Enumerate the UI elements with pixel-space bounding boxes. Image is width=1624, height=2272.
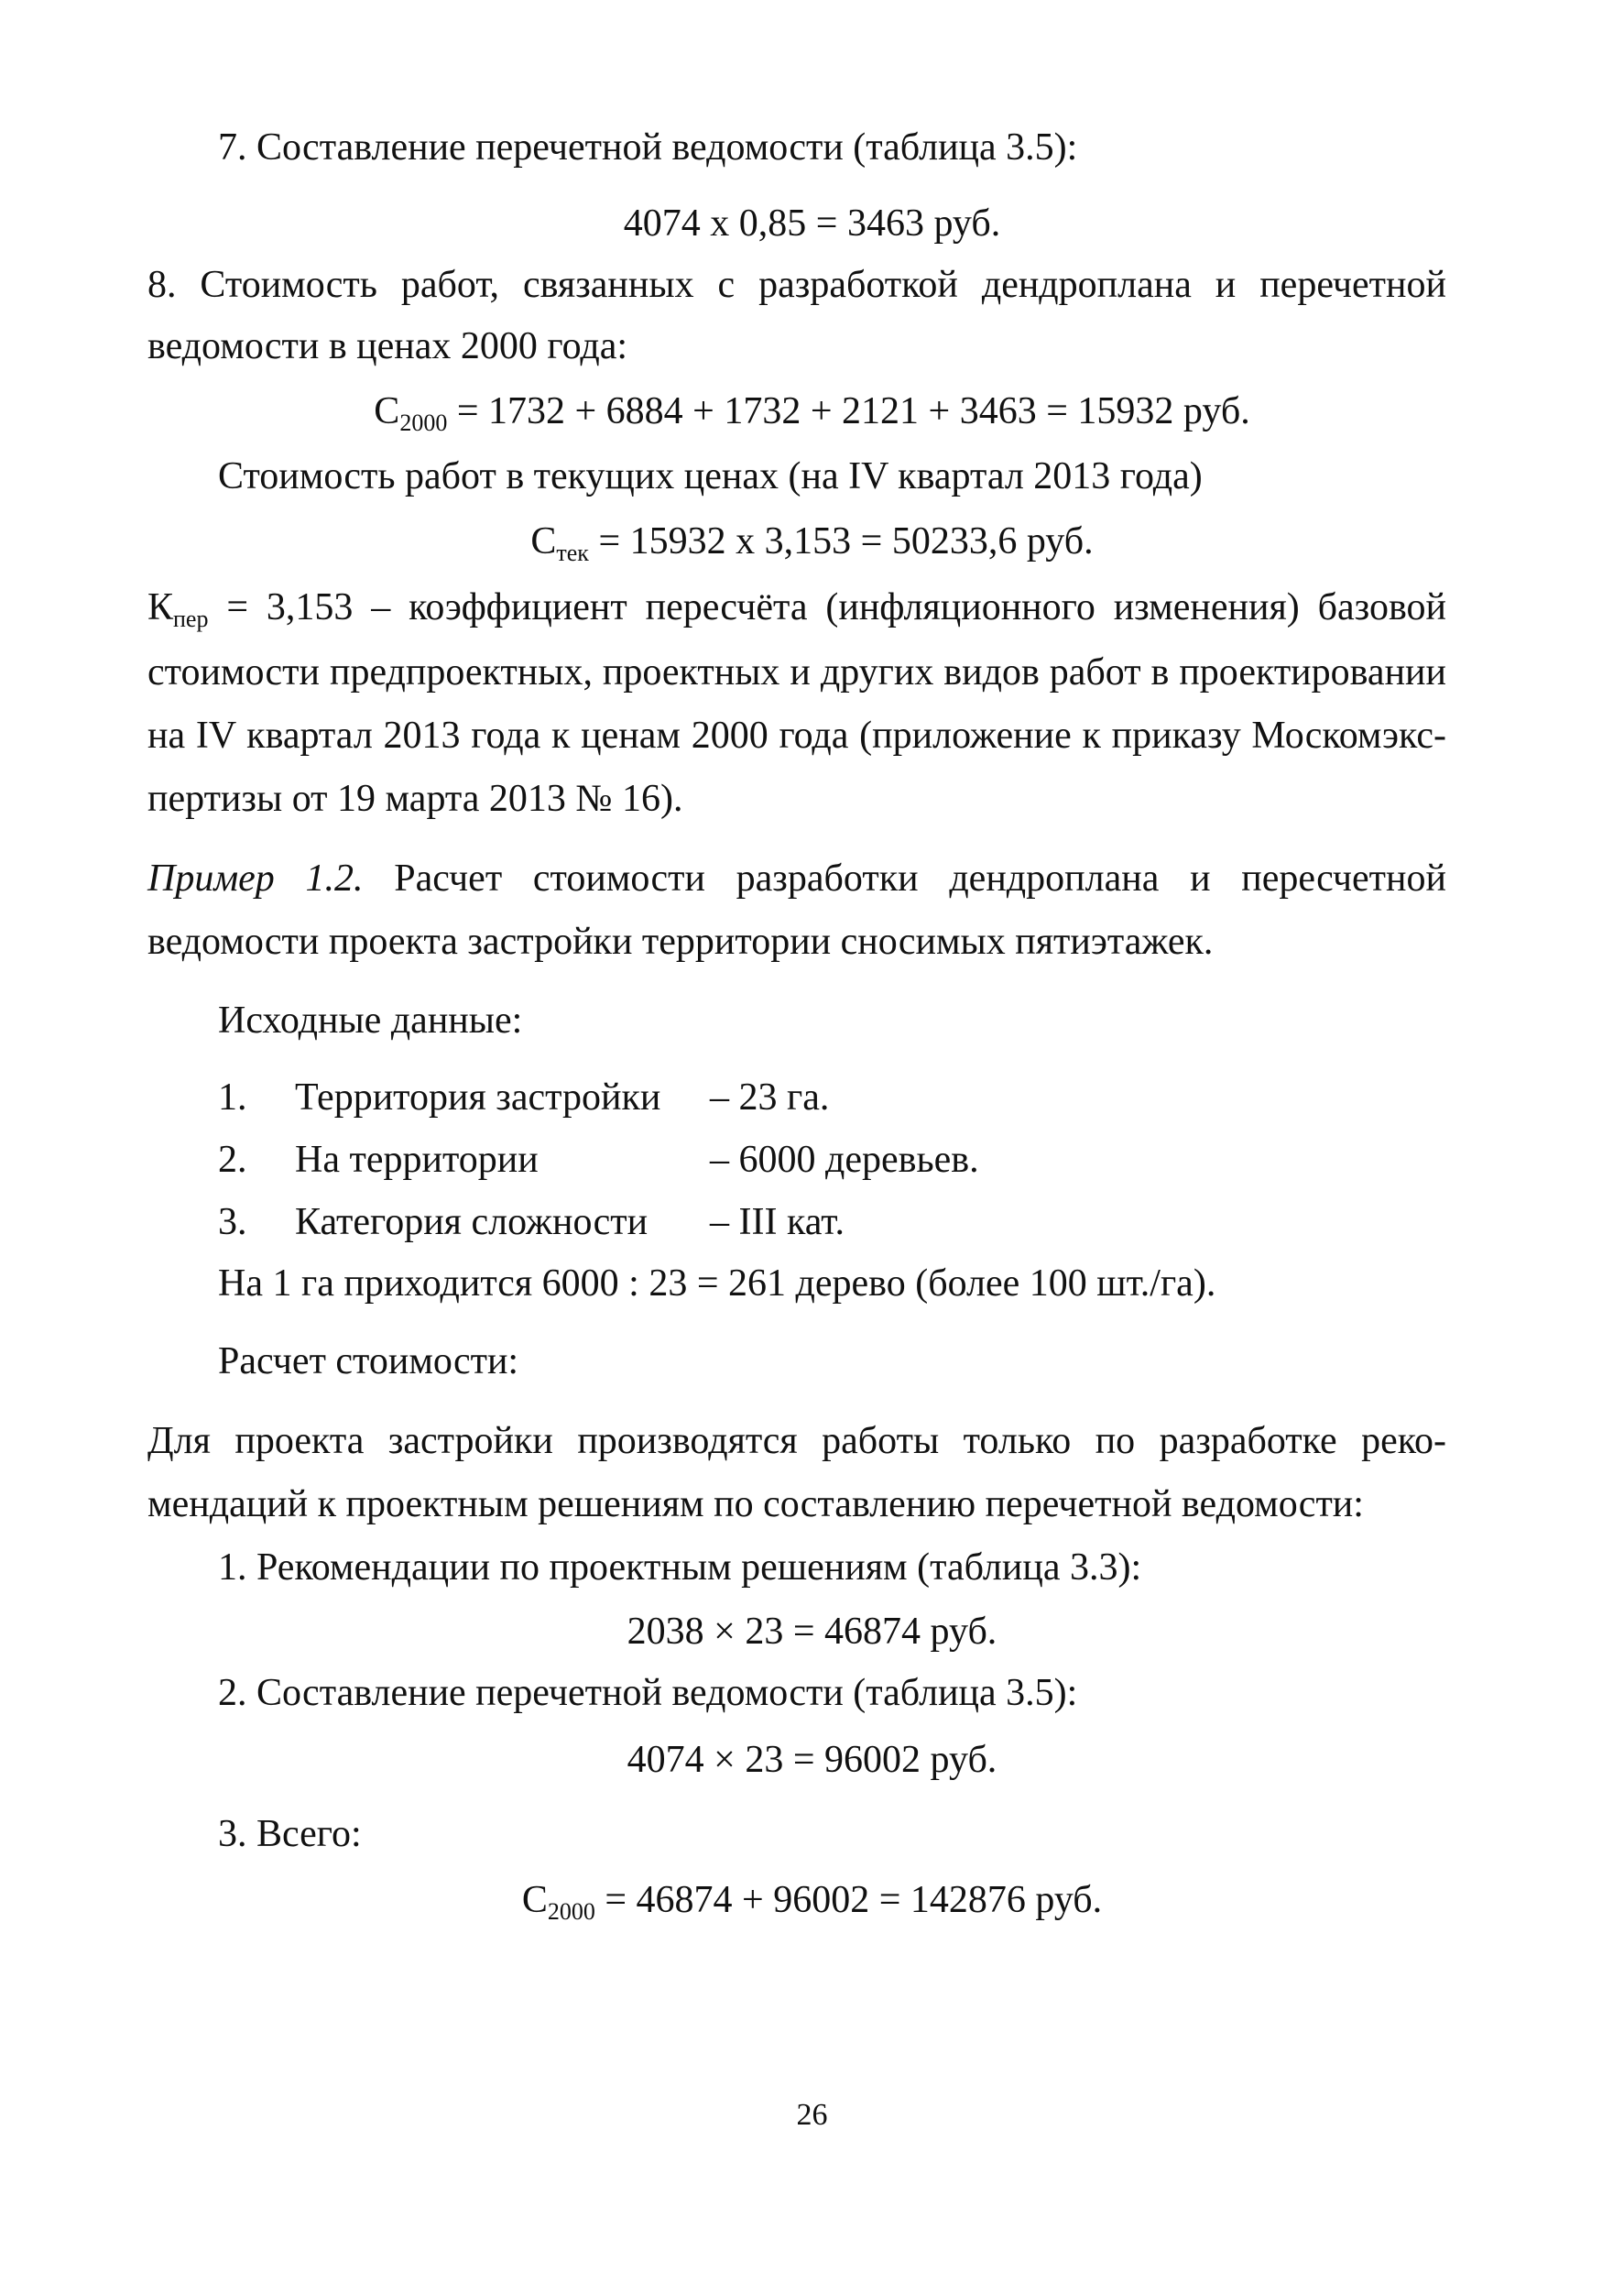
example-label: Пример 1.2. bbox=[147, 857, 364, 900]
calc-intro-line2: мендаций к проектным решениям по составлению перечетной ведомости: bbox=[147, 1483, 1364, 1525]
formula-subscript: 2000 bbox=[547, 1898, 595, 1925]
formula-symbol: С bbox=[530, 520, 557, 563]
page-number: 26 bbox=[796, 2098, 828, 2132]
example-line1 bbox=[147, 855, 1446, 902]
current-formula bbox=[0, 518, 1624, 565]
calc-step3: 3. Всего: bbox=[218, 1813, 362, 1855]
formula-rest: = 15932 х 3,153 = 50233,6 руб. bbox=[588, 520, 1094, 563]
formula-symbol: С bbox=[374, 390, 400, 432]
list-item-value: – III кат. bbox=[710, 1201, 845, 1243]
formula-subscript: 2000 bbox=[399, 410, 448, 436]
example-line2: ведомости проекта застройки территории сносимых пятиэтажек. bbox=[147, 921, 1214, 963]
formula-rest: = 1732 + 6884 + 1732 + 2121 + 3463 = 15932 руб. bbox=[447, 390, 1250, 432]
list-item-number: 3. bbox=[218, 1201, 247, 1243]
source-data-heading: Исходные данные: bbox=[218, 999, 523, 1042]
formula-symbol: С bbox=[521, 1879, 548, 1921]
list-item-name: Категория сложности bbox=[295, 1201, 649, 1243]
item7-heading: 7. Составление перечетной ведомости (таблица 3.5): bbox=[218, 126, 1078, 169]
calc-step2-formula: 4074 × 23 = 96002 руб. bbox=[627, 1739, 997, 1781]
formula-subscript: тек bbox=[556, 540, 589, 566]
coef-line2: стоимости предпроектных, проектных и других видов работ в проектировании bbox=[147, 651, 1446, 694]
calc-step1-formula: 2038 × 23 = 46874 руб. bbox=[627, 1611, 997, 1653]
coef-subscript: пер bbox=[173, 606, 209, 632]
calc-heading: Расчет стоимости: bbox=[218, 1340, 519, 1382]
item8-line2: ведомости в ценах 2000 года: bbox=[147, 325, 628, 367]
list-item-value: – 6000 деревьев. bbox=[710, 1139, 979, 1181]
coef-line3: на IV квартал 2013 года к ценам 2000 года (приложение к приказу Москомэкс- bbox=[147, 715, 1446, 757]
coef-line1 bbox=[147, 584, 1446, 631]
item8-line1: 8. Стоимость работ, связанных с разработкой дендроплана и перечетной bbox=[147, 264, 1446, 306]
coef-line1-rest: = 3,153 – коэффициент пересчёта (инфляционного изменения) базовой bbox=[208, 586, 1446, 628]
list-item-name: Территория застройки bbox=[295, 1076, 661, 1119]
calc-intro-line1: Для проекта застройки производятся работы только по разработке реко- bbox=[147, 1420, 1446, 1462]
calc-total-formula bbox=[0, 1876, 1624, 1924]
item7-formula: 4074 х 0,85 = 3463 руб. bbox=[623, 202, 1001, 245]
list-item-number: 1. bbox=[218, 1076, 247, 1119]
calc-step2: 2. Составление перечетной ведомости (таблица 3.5): bbox=[218, 1672, 1078, 1714]
list-item-value: – 23 га. bbox=[710, 1076, 830, 1119]
coef-line4: пертизы от 19 марта 2013 № 16). bbox=[147, 778, 683, 820]
list-item-number: 2. bbox=[218, 1139, 247, 1181]
formula-rest: = 46874 + 96002 = 142876 руб. bbox=[594, 1879, 1103, 1921]
density-line: На 1 га приходится 6000 : 23 = 261 дерево (более 100 шт./га). bbox=[218, 1262, 1216, 1305]
list-item-name: На территории bbox=[295, 1139, 539, 1181]
current-heading: Стоимость работ в текущих ценах (на IV квартал 2013 года) bbox=[218, 455, 1203, 497]
coef-symbol: К bbox=[147, 586, 174, 628]
example-line1-rest: Расчет стоимости разработки дендроплана и пересчетной bbox=[363, 857, 1446, 900]
item8-formula bbox=[0, 388, 1624, 435]
calc-step1: 1. Рекомендации по проектным решениям (таблица 3.3): bbox=[218, 1546, 1142, 1589]
